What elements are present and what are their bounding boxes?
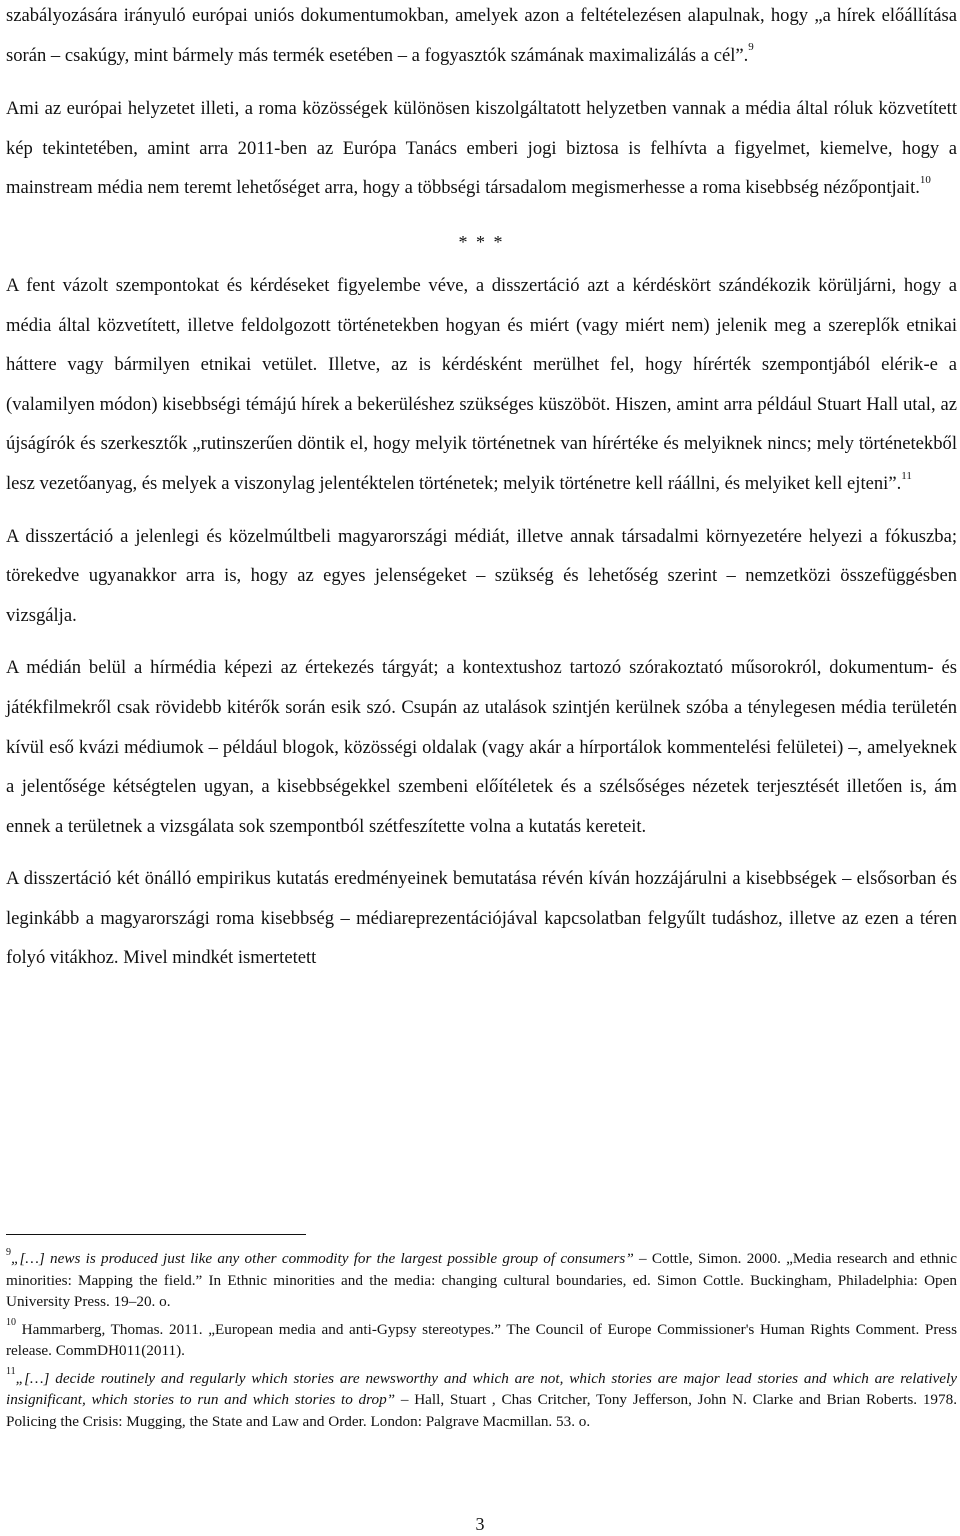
footnote-quote: „[…] news is produced just like any other commodity for the largest possible group of consumers” (11, 1250, 634, 1267)
paragraph: A disszertáció két önálló empirikus kutatás eredményeinek bemutatása révén kíván hozzájárulni a kisebbségek – elsősorban és leginkább a magyarországi roma kisebbség – médiareprezentációjával kapcsolatban felgyűlt tudáshoz, illetve az ezen a téren folyó vitákhoz. Mivel mindkét ismertetett (6, 868, 957, 969)
footnote-ref[interactable]: 10 (919, 174, 931, 187)
footnotes (6, 1248, 957, 1438)
document-body (6, 0, 957, 978)
footnote-number: 11 (6, 1366, 16, 1378)
paragraph: A fent vázolt szempontokat és kérdéseket figyelembe véve, a disszertáció azt a kérdéskört szándékozik körüljárni, hogy a média által közvetített, illetve feldolgozott történetekben hogyan és miért (vagy miért nem) jelenik meg a szereplők etnikai háttere vagy bármilyen etnikai vetület. Illetve, az is kérdésként merülhet fel, hogy hírérték szempontjából elérik-e a (valamilyen módon) kisebbségi témájú hírek a bekerüléshez szükséges küszöböt. Hiszen, amint arra például Stuart Hall utal, az újságírók és szerkesztők „rutinszerűen döntik el, hogy melyik történetnek van hírértéke és melyiknek nincs; mely történetekből lesz vezetőanyag, és melyek a viszonylag jelentéktelen történetek; melyik történetre kell ráállni, és melyiket kell ejteni”.$^{11}$ (6, 274, 957, 494)
footnote-separator-line (6, 1234, 306, 1235)
footnote: $^{10}$ Hammarberg, Thomas. 2011. „European media and anti-Gypsy stereotypes.” The Council of Europe Commissioner's Human Rights Comment. Press release. CommDH011(2011). (6, 1317, 957, 1359)
paragraph: A disszertáció a jelenlegi és közelmúltbeli magyarországi médiát, illetve annak társadalmi környezetére helyezi a fókuszba; törekedve ugyanakkor arra is, hogy az egyes jelenségeket – szükség és lehetőség szerint – nemzetközi összefüggésben vizsgálja. (6, 525, 957, 626)
footnote-number: 9 (6, 1246, 11, 1258)
paragraph: szabályozására irányuló európai uniós dokumentumokban, amelyek azon a feltételezésen alapulnak, hogy „a hírek előállítása során – csakúgy, mint bármely más termék esetében – a fogyasztók számának maximalizálás a cél”.$^9$ (6, 5, 957, 66)
footnote-quote: „[…] decide routinely and regularly which stories are newsworthy and which are not, which stories are major lead stories and which are relatively insignificant, which stories to run and which stories to drop” (6, 1369, 957, 1408)
footnote: $^{11}$„[…] decide routinely and regularly which stories are newsworthy and which are not, which stories are major lead stories and which are relatively insignificant, which stories to run and which stories to drop” – Hall, Stuart , Chas Critcher, Tony Jefferson, John N. Clarke and Brian Roberts. 1978. Policing the Crisis: Mugging, the State and Law and Order. London: Palgrave Macmillan. 53. o. (6, 1366, 957, 1430)
page-number: 3 (475, 1514, 485, 1534)
paragraph: A médián belül a hírmédia képezi az értekezés tárgyát; a kontextushoz tartozó szórakoztató műsorokról, dokumentum- és játékfilmekről csak rövidebb kitérők során esik szó. Csupán az utalások szintjén kerülnek szóba a ténylegesen média területén kívül eső kvázi médiumok – például blogok, közösségi oldalak (vagy akár a hírportálok kommentelési felületei) –, amelyeknek a jelentősége kétségtelen ugyan, a kisebbségekkel szembeni előítéletek és a szélsőséges nézetek terjesztését illetően is, ám ennek a területnek a vizsgálata sok szempontból szétfeszítette volna a kutatás kereteit. (6, 657, 957, 837)
footnote-number: 10 (6, 1317, 16, 1329)
footnote-ref[interactable]: 11 (901, 469, 912, 482)
section-separator: * * * (458, 231, 505, 252)
footnote-ref[interactable]: 9 (748, 41, 754, 54)
footnote: $^9$„[…] news is produced just like any other commodity for the largest possible group of consumers” – Cottle, Simon. 2000. „Media research and ethnic minorities: Mapping the field.” In Ethnic minorities and the media: changing cultural boundaries, ed. Simon Cottle. Buckingham, Philadelphia: Open University Press. 19–20. o. (6, 1246, 957, 1310)
paragraph: Ami az európai helyzetet illeti, a roma közösségek különösen kiszolgáltatott helyzetben vannak a média által róluk közvetített kép tekintetében, amint arra 2011-ben az Európa Tanács emberi jogi biztosa is felhívta a figyelmet, kiemelve, hogy a mainstream média nem teremt lehetőséget arra, hogy a többségi társadalom megismerhesse a roma kisebbség nézőpontjait.$^{10}$ (6, 98, 957, 199)
